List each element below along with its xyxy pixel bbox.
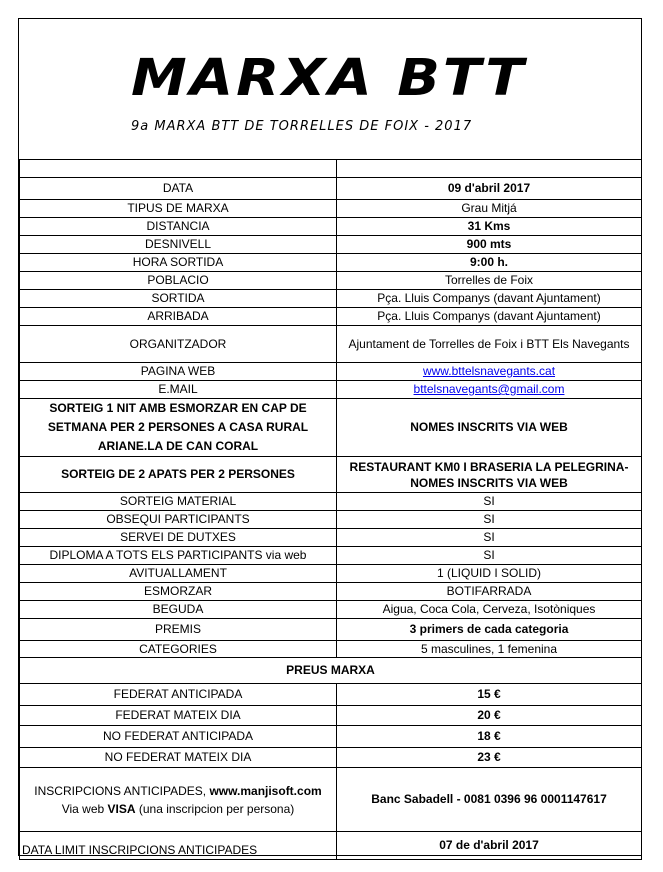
inscripcions-line	[22, 800, 334, 818]
row-label: BEGUDA	[20, 601, 337, 619]
table-row	[20, 399, 642, 457]
row-label: ARRIBADA	[20, 308, 337, 326]
row-label: DESNIVELL	[20, 236, 337, 254]
row-label: ESMORZAR	[20, 583, 337, 601]
inscripcions-cell	[20, 768, 337, 832]
row-label: OBSEQUI PARTICIPANTS	[20, 511, 337, 529]
inscripcions-site: www.manjisoft.com	[209, 783, 322, 798]
table-row	[20, 547, 642, 565]
price-row	[20, 726, 642, 748]
row-value: Pça. Lluis Companys (davant Ajuntament)	[337, 308, 642, 326]
info-table	[19, 159, 642, 860]
table-row	[20, 658, 642, 684]
row-label: PAGINA WEB	[20, 363, 337, 381]
empty-cell	[337, 160, 642, 178]
price-value: 20 €	[337, 706, 642, 726]
row-value: SI	[337, 529, 642, 547]
row-label: SERVEI DE DUTXES	[20, 529, 337, 547]
table-row	[20, 619, 642, 641]
table-row	[20, 529, 642, 547]
row-label: SORTEIG MATERIAL	[20, 493, 337, 511]
inscripcions-text: (una inscripcion per persona)	[135, 801, 295, 816]
table-row	[20, 160, 642, 178]
row-label: ORGANITZADOR	[20, 326, 337, 363]
price-row	[20, 748, 642, 768]
price-label: NO FEDERAT ANTICIPADA	[20, 726, 337, 748]
price-row	[20, 684, 642, 706]
row-label: E.MAIL	[20, 381, 337, 399]
row-value: SI	[337, 493, 642, 511]
row-value: SI	[337, 547, 642, 565]
row-value: Torrelles de Foix	[337, 272, 642, 290]
table-row	[20, 200, 642, 218]
table-row	[20, 641, 642, 658]
table-row	[20, 583, 642, 601]
row-label: DISTANCIA	[20, 218, 337, 236]
row-value-line: NOMES INSCRITS VIA WEB	[410, 475, 568, 490]
row-label-line: ARIANE.LA DE CAN CORAL	[97, 439, 259, 453]
row-label	[20, 399, 337, 457]
row-value: NOMES INSCRITS VIA WEB	[337, 399, 642, 457]
price-label: FEDERAT MATEIX DIA	[20, 706, 337, 726]
table-row	[20, 178, 642, 200]
row-value: 1 (LIQUID I SOLID)	[337, 565, 642, 583]
row-label: SORTEIG DE 2 APATS PER 2 PERSONES	[20, 457, 337, 493]
row-label-line: SORTEIG 1 NIT AMB ESMORZAR EN CAP DE	[49, 401, 307, 415]
price-label: NO FEDERAT MATEIX DIA	[20, 748, 337, 768]
limit-label: DATA LIMIT INSCRIPCIONS ANTICIPADES	[20, 832, 337, 860]
row-value-line: RESTAURANT KM0 I BRASERIA LA PELEGRINA-	[349, 459, 629, 474]
table-row	[20, 381, 642, 399]
row-value: BOTIFARRADA	[337, 583, 642, 601]
row-value	[337, 457, 642, 493]
price-value: 18 €	[337, 726, 642, 748]
email-link[interactable]: bttelsnavegants@gmail.com	[337, 381, 642, 399]
row-value: Ajuntament de Torrelles de Foix i BTT Els Navegants	[337, 326, 642, 363]
table-row	[20, 457, 642, 493]
page-title: MARXA BTT	[131, 49, 527, 108]
inscripcions-line	[22, 782, 334, 800]
row-label: AVITUALLAMENT	[20, 565, 337, 583]
inscripcions-text: INSCRIPCIONS ANTICIPADES,	[34, 783, 210, 798]
table-row	[20, 511, 642, 529]
table-row	[20, 363, 642, 381]
website-link[interactable]: www.bttelsnavegants.cat	[337, 363, 642, 381]
price-value: 15 €	[337, 684, 642, 706]
visa-label: VISA	[107, 801, 136, 816]
row-value: 3 primers de cada categoria	[337, 619, 642, 641]
table-row	[20, 326, 642, 363]
empty-cell	[20, 160, 337, 178]
row-value: 900 mts	[337, 236, 642, 254]
table-row	[20, 236, 642, 254]
row-value: 5 masculines, 1 femenina	[337, 641, 642, 658]
price-label: FEDERAT ANTICIPADA	[20, 684, 337, 706]
inscripcions-text: Via web	[61, 801, 108, 816]
row-label: POBLACIO	[20, 272, 337, 290]
limit-value: 07 de d'abril 2017	[337, 832, 642, 860]
table-row	[20, 768, 642, 832]
row-label: TIPUS DE MARXA	[20, 200, 337, 218]
row-value: Aigua, Coca Cola, Cerveza, Isotòniques	[337, 601, 642, 619]
row-value: Pça. Lluis Companys (davant Ajuntament)	[337, 290, 642, 308]
header	[19, 19, 641, 159]
event-sheet	[18, 18, 642, 856]
row-label: DATA	[20, 178, 337, 200]
bank-account: Banc Sabadell - 0081 0396 96 0001147617	[337, 768, 642, 832]
table-row	[20, 218, 642, 236]
table-row	[20, 290, 642, 308]
row-label: SORTIDA	[20, 290, 337, 308]
table-row	[20, 308, 642, 326]
table-row	[20, 272, 642, 290]
row-value: 31 Kms	[337, 218, 642, 236]
row-label: CATEGORIES	[20, 641, 337, 658]
row-value: 9:00 h.	[337, 254, 642, 272]
row-label: DIPLOMA A TOTS ELS PARTICIPANTS via web	[20, 547, 337, 565]
row-value: 09 d'abril 2017	[337, 178, 642, 200]
page-subtitle: 9a MARXA BTT DE TORRELLES DE FOIX - 2017	[131, 119, 473, 134]
row-label: HORA SORTIDA	[20, 254, 337, 272]
row-label: PREMIS	[20, 619, 337, 641]
prices-heading: PREUS MARXA	[20, 658, 642, 684]
table-row	[20, 832, 642, 860]
table-row	[20, 565, 642, 583]
row-value: SI	[337, 511, 642, 529]
price-value: 23 €	[337, 748, 642, 768]
price-row	[20, 706, 642, 726]
row-label-line: SETMANA PER 2 PERSONES A CASA RURAL	[47, 420, 309, 434]
table-row	[20, 601, 642, 619]
table-row	[20, 493, 642, 511]
table-row	[20, 254, 642, 272]
row-value: Grau Mitjá	[337, 200, 642, 218]
